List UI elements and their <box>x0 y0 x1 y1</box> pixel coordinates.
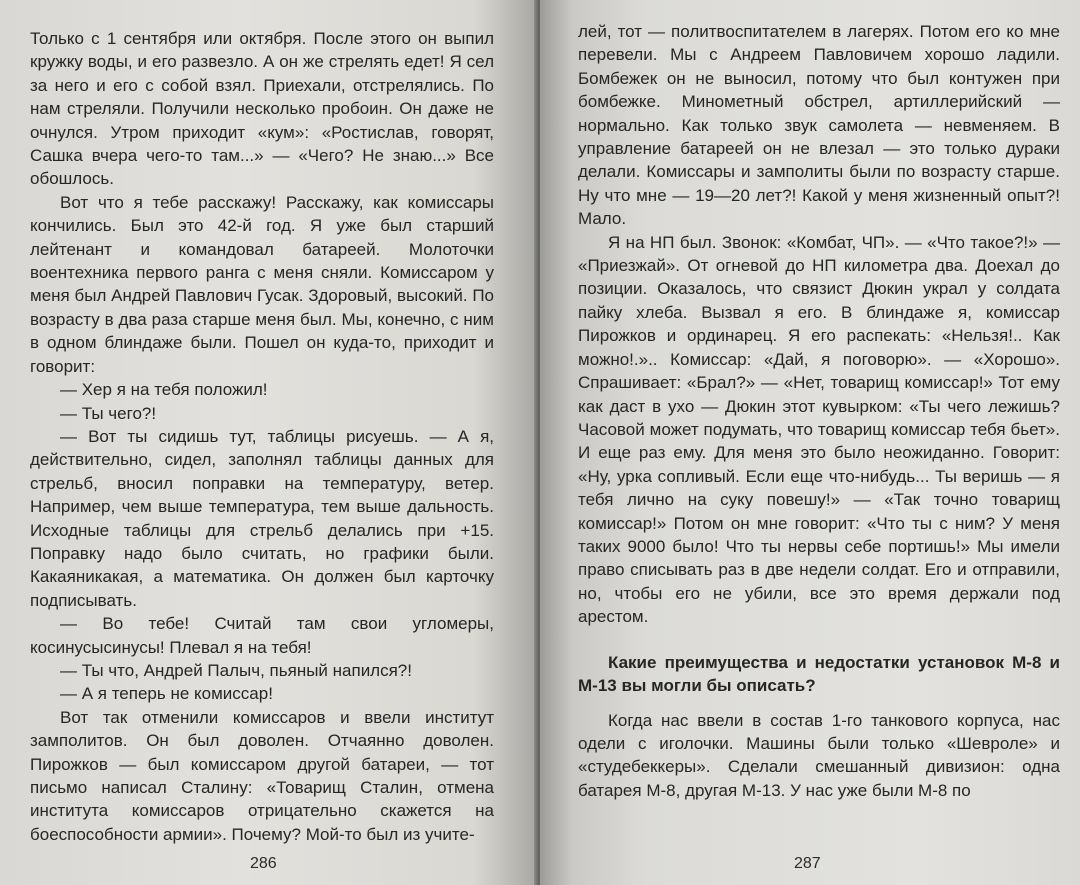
dialogue-line: — Во тебе! Считай там свои угломеры, косинусысинусы! Плевал я на тебя! <box>30 614 494 657</box>
page-number: 286 <box>250 854 277 872</box>
dialogue-line: — Ты что, Андрей Палыч, пьяный напился?! <box>60 660 412 680</box>
paragraph: Вот так отменили комиссаров и ввели институт замполитов. Он был доволен. Отчаянно доволен. Пирожков — был комиссаром другой батареи, — тот письмо написал Сталину: «Товарищ Сталин, отмена института комиссаров отрицательно скажется на боеспособности армии». Почему? Мой-то был из учите- <box>30 707 494 844</box>
paragraph: Только с 1 сентября или октября. После этого он выпил кружку воды, и его развезло. А он же стрелять едет! Я сел за него и его с собой взял. Приехали, отстрелялись. По нам стреляли. Получили несколько пробоин. Он даже не очнулся. Утром приходит «кум»: «Ростислав, говорят, Сашка вчера чего-то там...» — «Чего? Не знаю...» Все обошлось. <box>30 29 494 189</box>
paragraph: Когда нас ввели в состав 1-го танкового корпуса, нас одели с иголочки. Машины были только «Шевроле» и «студебеккеры». Сделали смешанный дивизион: одна батарея М-8, другая М-13. У нас уже были М-8 по <box>578 710 1060 800</box>
dialogue-line: — Ты чего?! <box>60 403 157 423</box>
dialogue-line: — Хер я на тебя положил! <box>60 380 268 400</box>
page-number: 287 <box>794 854 821 872</box>
interview-question: Какие преимущества и недостатки установок М-8 и М-13 вы могли бы описать? <box>578 652 1060 695</box>
right-page <box>540 0 1080 885</box>
paragraph: Я на НП был. Звонок: «Комбат, ЧП». — «Что такое?!» — «Приезжай». От огневой до НП километра два. Доехал до позиции. Оказалось, что связист Дюкин украл у солдата пайку хлеба. Вызвал я его. В блиндаже я, комиссар Пирожков и ординарец. Я его распекать: «Нельзя!.. Как можно!.».. Комиссар: «Дай, я поговорю». — «Хорошо». Спрашивает: «Брал?» — «Нет, товарищ комиссар!» Тот ему как даст в ухо — Дюкин этот кувырком: «Ты чего лежишь? Часовой может подумать, что товарищ комиссар тебя бьет». И еще раз ему. Для меня это было неожиданно. Говорит: «Ну, урка сопливый. Если еще что-нибудь... Ты веришь — я тебя лично на суку повешу!» — «Так точно товарищ комиссар!» Потом он мне говорит: «Что ты с ним? У меня таких 9000 было! Что ты нервы себе портишь!» Мы имели право списывать раз в две недели солдат. Его и отправили, но, чтобы его не убили, все это время держали под арестом. <box>578 232 1060 627</box>
paragraph: Вот что я тебе расскажу! Расскажу, как комиссары кончились. Был это 42-й год. Я уже был старший лейтенант и командовал батареей. Молоточки воентехника первого ранга с меня сняли. Комиссаром у меня был Андрей Павлович Гусак. Здоровый, высокий. По возрасту в два раза старше меня был. Мы, конечно, с ним в одном блиндаже были. Пошел он куда-то, приходит и говорит: <box>30 192 494 376</box>
paragraph: лей, тот — политвоспитателем в лагерях. Потом его ко мне перевели. Мы с Андреем Павловичем хорошо ладили. Бомбежек он не выносил, потому что был контужен при бомбежке. Минометный обстрел, артиллерийский — нормально. Как только звук самолета — невменяем. В управление батареей он не влезал — это только дураки делали. Комиссары и замполиты были по возрасту старше. Ну что мне — 19—20 лет?! Какой у меня жизненный опыт?! Мало. <box>578 22 1060 229</box>
dialogue-line: — А я теперь не комиссар! <box>60 684 273 704</box>
dialogue-line: — Вот ты сидишь тут, таблицы рисуешь. — А я, действительно, сидел, заполнял таблицы данных для стрельб, вносил поправки на температуру, ветер. Например, чем выше температура, тем выше дальность. Исходные таблицы для стрельб делались при +15. Поправку надо было считать, но графики были. Какаяникакая, а математика. Он должен был карточку подписывать. <box>30 426 494 610</box>
left-page <box>0 0 538 885</box>
